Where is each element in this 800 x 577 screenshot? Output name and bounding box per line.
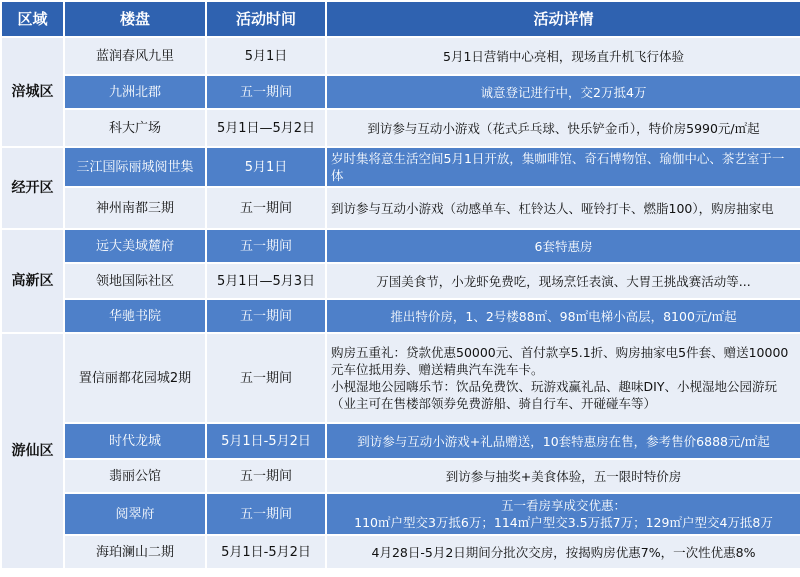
activity-detail: 4月28日-5月2日期间分批次交房，按揭购房优惠7%，一次性优惠8%	[326, 535, 800, 569]
header-region: 区域	[1, 1, 64, 37]
project-name: 远大美域麓府	[64, 229, 206, 263]
header-time: 活动时间	[206, 1, 326, 37]
project-name: 三江国际丽城阅世集	[64, 147, 206, 187]
activity-detail-part-2: 小枧湿地公园嗨乐节：饮品免费饮、玩游戏赢礼品、趣味DIY、小枧湿地公园游玩（业主可在售楼部领券免费游船、骑自行车、开碰碰车等）	[331, 379, 777, 411]
header-detail: 活动详情	[326, 1, 800, 37]
activity-detail: 诚意登记进行中，交2万抵4万	[326, 75, 800, 109]
region-jingkai: 经开区	[1, 147, 64, 229]
project-name: 科大广场	[64, 109, 206, 147]
table-row	[1, 493, 800, 535]
activity-detail	[326, 493, 800, 535]
table-row	[1, 187, 800, 229]
table-row	[1, 333, 800, 423]
activity-time: 五一期间	[206, 187, 326, 229]
activity-time: 五一期间	[206, 493, 326, 535]
activity-detail-part-1: 购房五重礼：贷款优惠50000元、首付款享5.1折、购房抽家电5件套、赠送10000元车位抵用券、赠送精典汽车洗车卡。	[331, 345, 789, 377]
project-name: 海珀澜山二期	[64, 535, 206, 569]
activity-time: 五一期间	[206, 459, 326, 493]
project-name: 阅翠府	[64, 493, 206, 535]
activity-time: 五一期间	[206, 229, 326, 263]
project-name: 蓝润春风九里	[64, 37, 206, 75]
activity-detail-part-1: 五一看房享成交优惠：	[500, 498, 626, 513]
activity-time: 5月1日—5月2日	[206, 109, 326, 147]
project-name: 时代龙城	[64, 423, 206, 459]
activity-time: 5月1日-5月2日	[206, 423, 326, 459]
header-project: 楼盘	[64, 1, 206, 37]
table-row	[1, 299, 800, 333]
table-row	[1, 37, 800, 75]
table-header-row	[1, 1, 800, 37]
project-name: 九洲北郡	[64, 75, 206, 109]
activity-detail-part-2: 110㎡户型交3万抵6万；114㎡户型交3.5万抵7万；129㎡户型交4万抵8万	[354, 515, 773, 530]
activity-detail: 6套特惠房	[326, 229, 800, 263]
table-row	[1, 459, 800, 493]
region-gaoxin: 高新区	[1, 229, 64, 333]
activity-time: 五一期间	[206, 75, 326, 109]
table-row	[1, 75, 800, 109]
table-row	[1, 423, 800, 459]
table-row	[1, 229, 800, 263]
activity-detail: 5月1日营销中心亮相，现场直升机飞行体验	[326, 37, 800, 75]
project-name: 置信丽都花园城2期	[64, 333, 206, 423]
activity-time: 五一期间	[206, 299, 326, 333]
activity-time: 5月1日—5月3日	[206, 263, 326, 299]
project-name: 翡丽公馆	[64, 459, 206, 493]
activity-detail: 岁时集将意生活空间5月1日开放，集咖啡馆、奇石博物馆、瑜伽中心、茶艺室于一体	[326, 147, 800, 187]
activity-detail	[326, 333, 800, 423]
project-name: 神州南都三期	[64, 187, 206, 229]
activity-detail: 万国美食节，小龙虾免费吃，现场烹饪表演、大胃王挑战赛活动等...	[326, 263, 800, 299]
activity-time: 5月1日	[206, 37, 326, 75]
project-name: 华驰书院	[64, 299, 206, 333]
activity-detail: 到访参与互动小游戏+礼品赠送，10套特惠房在售，参考售价6888元/㎡起	[326, 423, 800, 459]
activity-detail: 推出特价房，1、2号楼88㎡、98㎡电梯小高层，8100元/㎡起	[326, 299, 800, 333]
activity-time: 5月1日	[206, 147, 326, 187]
table-row	[1, 535, 800, 569]
table-row	[1, 263, 800, 299]
activity-time: 5月1日-5月2日	[206, 535, 326, 569]
region-fuling: 涪城区	[1, 37, 64, 147]
region-youxian: 游仙区	[1, 333, 64, 569]
activity-detail: 到访参与互动小游戏（动感单车、杠铃达人、哑铃打卡、燃脂100），购房抽家电	[326, 187, 800, 229]
activity-detail: 到访参与抽奖+美食体验，五一限时特价房	[326, 459, 800, 493]
table-row	[1, 109, 800, 147]
activity-detail: 到访参与互动小游戏（花式乒乓球、快乐铲金币），特价房5990元/㎡起	[326, 109, 800, 147]
project-name: 领地国际社区	[64, 263, 206, 299]
table-row	[1, 147, 800, 187]
activity-time: 五一期间	[206, 333, 326, 423]
